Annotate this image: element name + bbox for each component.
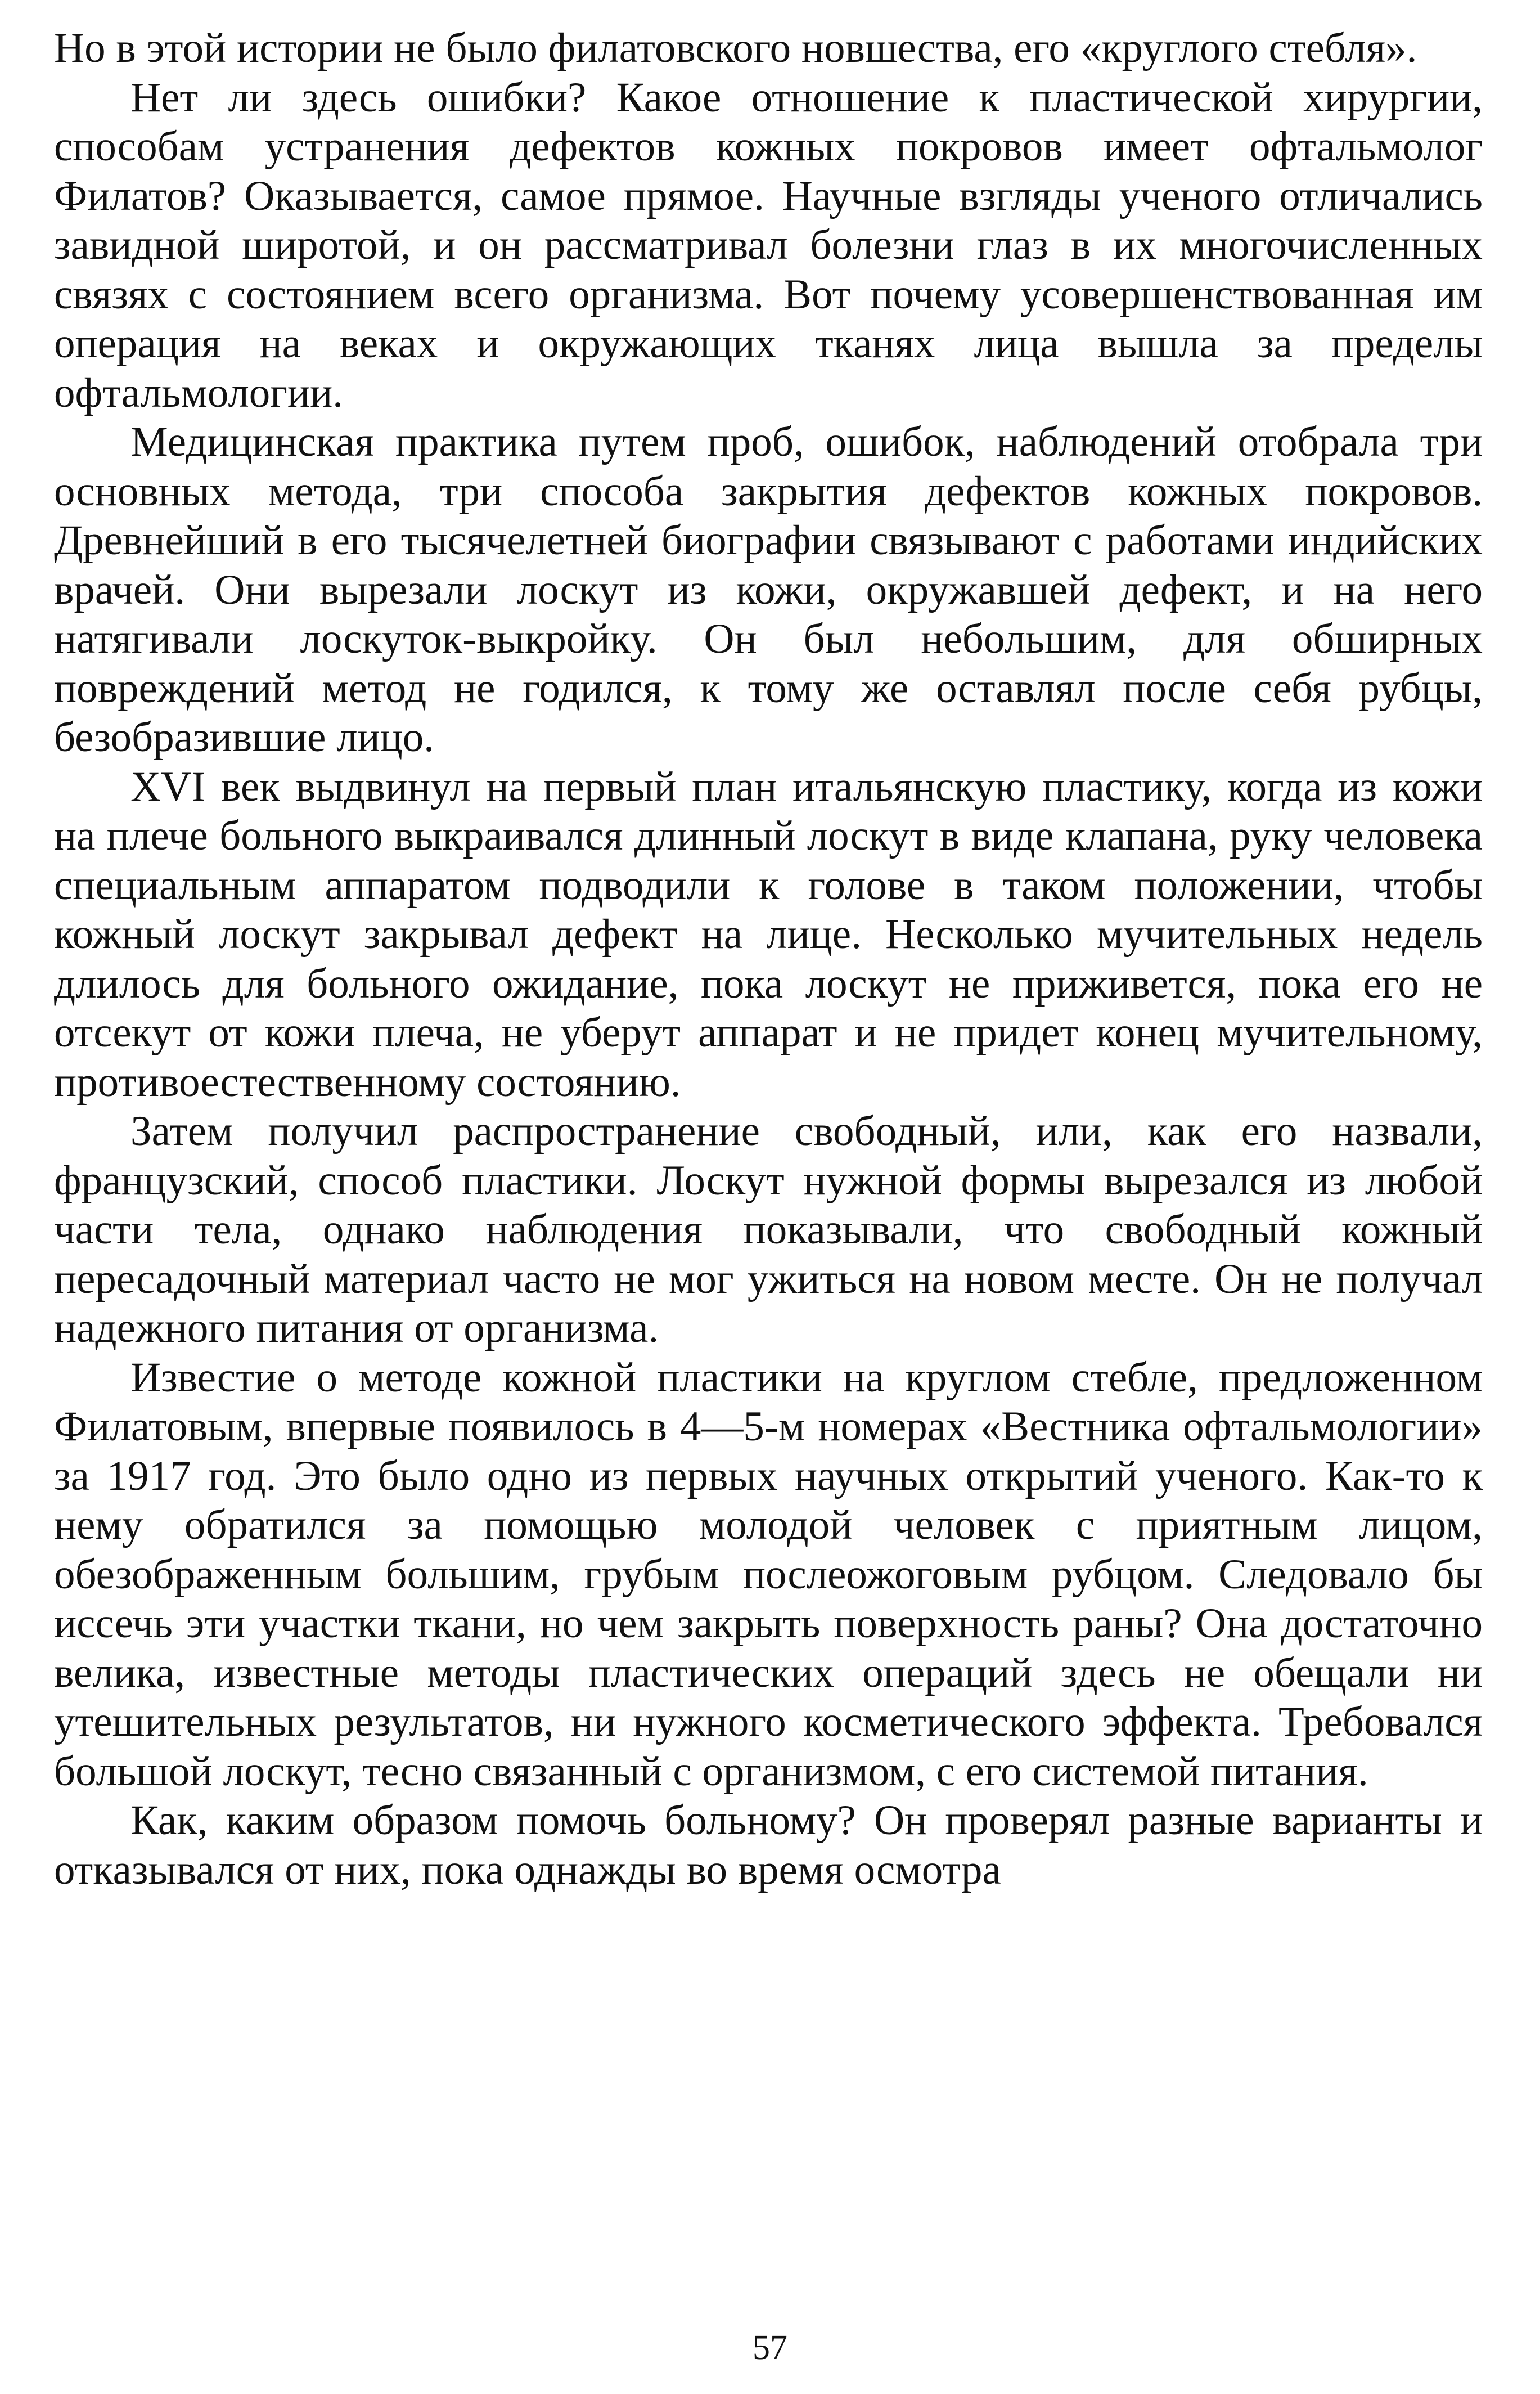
paragraph: Как, каким образом помочь больному? Он проверял разные варианты и отказывался от них, пока однажды во время осмотра bbox=[54, 1797, 1483, 1893]
paragraph: Известие о методе кожной пластики на круглом стебле, предложенном Филатовым, впервые появилось в 4—5-м номерах «Вестника офтальмологии» за 1917 год. Это было одно из первых научных открытий ученого. Как-то к нему обратился за помощью молодой человек с приятным лицом, обезображенным большим, грубым послеожоговым рубцом. Следовало бы иссечь эти участки ткани, но чем закрыть поверхность раны? Она достаточно велика, известные методы пластических операций здесь не обещали ни утешительных результатов, ни нужного косметического эффекта. Требовался большой лоскут, тесно связанный с организмом, с его системой питания. bbox=[54, 1354, 1483, 1795]
paragraph: Затем получил распространение свободный, или, как его назвали, французский, способ пластики. Лоскут нужной формы вырезался из любой части тела, однако наблюдения показывали, что свободный кожный пересадочный материал часто не мог ужиться на новом месте. Он не получал надежного питания от организма. bbox=[54, 1108, 1483, 1351]
paragraph: Нет ли здесь ошибки? Какое отношение к пластической хирургии, способам устранения дефектов кожных покровов имеет офтальмолог Филатов? Оказывается, самое прямое. Научные взгляды ученого отличались завидной широтой, и он рассматривал болезни глаз в их многочисленных связях с состоянием всего организма. Вот почему усовершенствованная им операция на веках и окружающих тканях лица вышла за пределы офтальмологии. bbox=[54, 74, 1483, 416]
body-text bbox=[54, 24, 1483, 1894]
paragraph-continuation: Но в этой истории не было филатовского новшества, его «круглого стебля». bbox=[54, 25, 1417, 71]
page-number: 57 bbox=[753, 2329, 787, 2367]
paragraph: Медицинская практика путем проб, ошибок, наблюдений отобрала три основных метода, три способа закрытия дефектов кожных покровов. Древнейший в его тысячелетней биографии связывают с работами индийских врачей. Они вырезали лоскут из кожи, окружавшей дефект, и на него натягивали лоскуток-выкройку. Он был небольшим, для обширных повреждений метод не годился, к тому же оставлял после себя рубцы, безобразившие лицо. bbox=[54, 419, 1483, 761]
paragraph: XVI век выдвинул на первый план итальянскую пластику, когда из кожи на плече больного выкраивался длинный лоскут в виде клапана, руку человека специальным аппаратом подводили к голове в таком положении, чтобы кожный лоскут закрывал дефект на лице. Несколько мучительных недель длилось для больного ожидание, пока лоскут не приживется, пока его не отсекут от кожи плеча, не уберут аппарат и не придет конец мучительному, противоестественному состоянию. bbox=[54, 763, 1483, 1106]
